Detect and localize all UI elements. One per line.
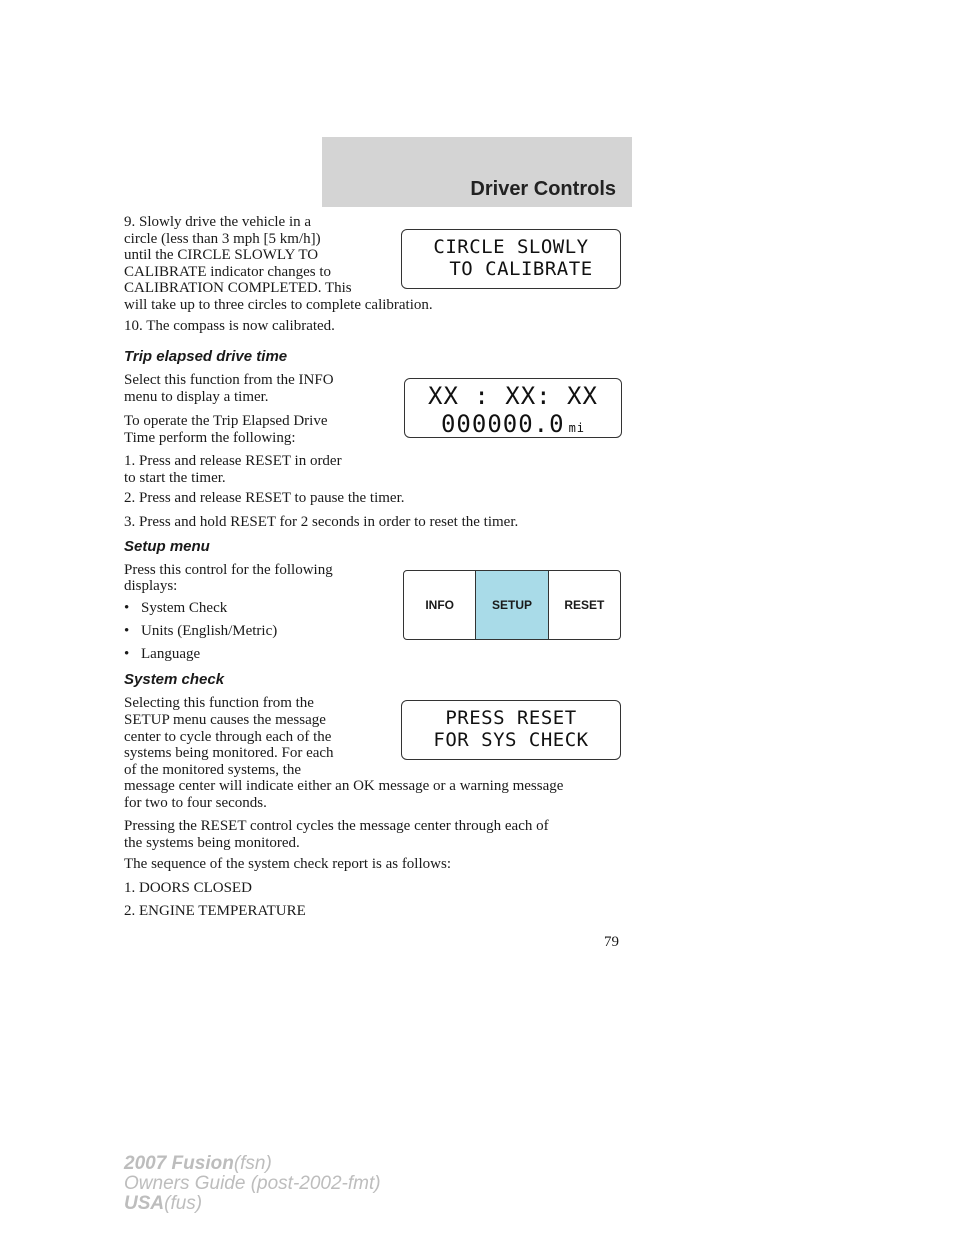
- setup-heading: Setup menu: [124, 538, 210, 555]
- trip-p2-line-1: To operate the Trip Elapsed Drive: [124, 413, 328, 429]
- syscheck-p1-line-7: for two to four seconds.: [124, 795, 267, 811]
- footer-line-3: [124, 1194, 381, 1214]
- step10-text: 10. The compass is now calibrated.: [124, 318, 335, 334]
- setup-p1-line-1: Press this control for the following: [124, 562, 333, 578]
- trip-step3: 3. Press and hold RESET for 2 seconds in order to reset the timer.: [124, 514, 519, 530]
- display-syscheck: [401, 700, 621, 760]
- syscheck-p1-line-2: SETUP menu causes the message: [124, 712, 326, 728]
- odometer-value: 000000.0: [440, 410, 565, 438]
- syscheck-p3: The sequence of the system check report is as follows:: [124, 856, 451, 872]
- trip-p1-line-2: menu to display a timer.: [124, 389, 269, 405]
- display-calibrate-line-1: CIRCLE SLOWLY: [433, 236, 589, 258]
- syscheck-heading: System check: [124, 671, 225, 688]
- footer-market: USA: [124, 1193, 165, 1214]
- document-footer: [124, 1154, 381, 1214]
- step9-line-5: CALIBRATION COMPLETED. This: [124, 280, 352, 296]
- trip-step2: 2. Press and release RESET to pause the timer.: [124, 490, 405, 506]
- setup-bullet-1: • System Check: [124, 600, 227, 617]
- footer-market-code: (fus): [164, 1193, 203, 1214]
- display-calibrate: [401, 229, 621, 289]
- syscheck-p1-line-4: systems being monitored. For each: [124, 745, 334, 761]
- display-syscheck-line-1: PRESS RESET: [445, 707, 577, 729]
- step9-line-2: circle (less than 3 mph [5 km/h]): [124, 231, 321, 247]
- syscheck-p2-line-2: the systems being monitored.: [124, 835, 300, 851]
- display-timer: [404, 378, 622, 438]
- syscheck-item-1: 1. DOORS CLOSED: [124, 880, 252, 896]
- step9-line-3: until the CIRCLE SLOWLY TO: [124, 247, 319, 263]
- info-button[interactable]: INFO: [425, 598, 454, 612]
- message-center-controls: [403, 570, 621, 640]
- display-timer-line-1: XX : XX: XX: [428, 382, 598, 410]
- syscheck-p1-line-6: message center will indicate either an OK message or a warning message: [124, 778, 564, 794]
- footer-model: 2007 Fusion: [124, 1153, 234, 1174]
- footer-line-2: Owners Guide (post-2002-fmt): [124, 1173, 381, 1194]
- footer-model-code: (fsn): [233, 1153, 272, 1174]
- section-title: Driver Controls: [470, 178, 616, 200]
- display-calibrate-line-2: TO CALIBRATE: [449, 258, 593, 280]
- display-syscheck-line-2: FOR SYS CHECK: [433, 729, 589, 751]
- trip-p2-line-2: Time perform the following:: [124, 430, 296, 446]
- footer-line-1: [124, 1154, 381, 1174]
- syscheck-p1-line-5: of the monitored systems, the: [124, 762, 302, 778]
- page-number: 79: [604, 934, 619, 950]
- setup-button[interactable]: SETUP: [475, 571, 548, 639]
- syscheck-p1-line-3: center to cycle through each of the: [124, 729, 332, 745]
- setup-p1-line-2: displays:: [124, 578, 178, 594]
- reset-button[interactable]: RESET: [564, 598, 605, 612]
- step9-line-6: will take up to three circles to complete calibration.: [124, 297, 433, 313]
- trip-step1-line-1: 1. Press and release RESET in order: [124, 453, 342, 469]
- syscheck-p2-line-1: Pressing the RESET control cycles the message center through each of: [124, 818, 549, 834]
- setup-bullet-2: • Units (English/Metric): [124, 623, 277, 640]
- step9-line-1: 9. Slowly drive the vehicle in a: [124, 214, 312, 230]
- syscheck-p1-line-1: Selecting this function from the: [124, 695, 314, 711]
- step9-line-4: CALIBRATE indicator changes to: [124, 264, 332, 280]
- display-timer-line-2: [405, 410, 621, 442]
- trip-heading: Trip elapsed drive time: [124, 348, 288, 365]
- syscheck-item-2: 2. ENGINE TEMPERATURE: [124, 903, 306, 919]
- setup-bullet-3: • Language: [124, 646, 200, 663]
- trip-p1-line-1: Select this function from the INFO: [124, 372, 334, 388]
- trip-step1-line-2: to start the timer.: [124, 470, 226, 486]
- header-band: [322, 137, 632, 207]
- unit-label: mi: [568, 421, 586, 435]
